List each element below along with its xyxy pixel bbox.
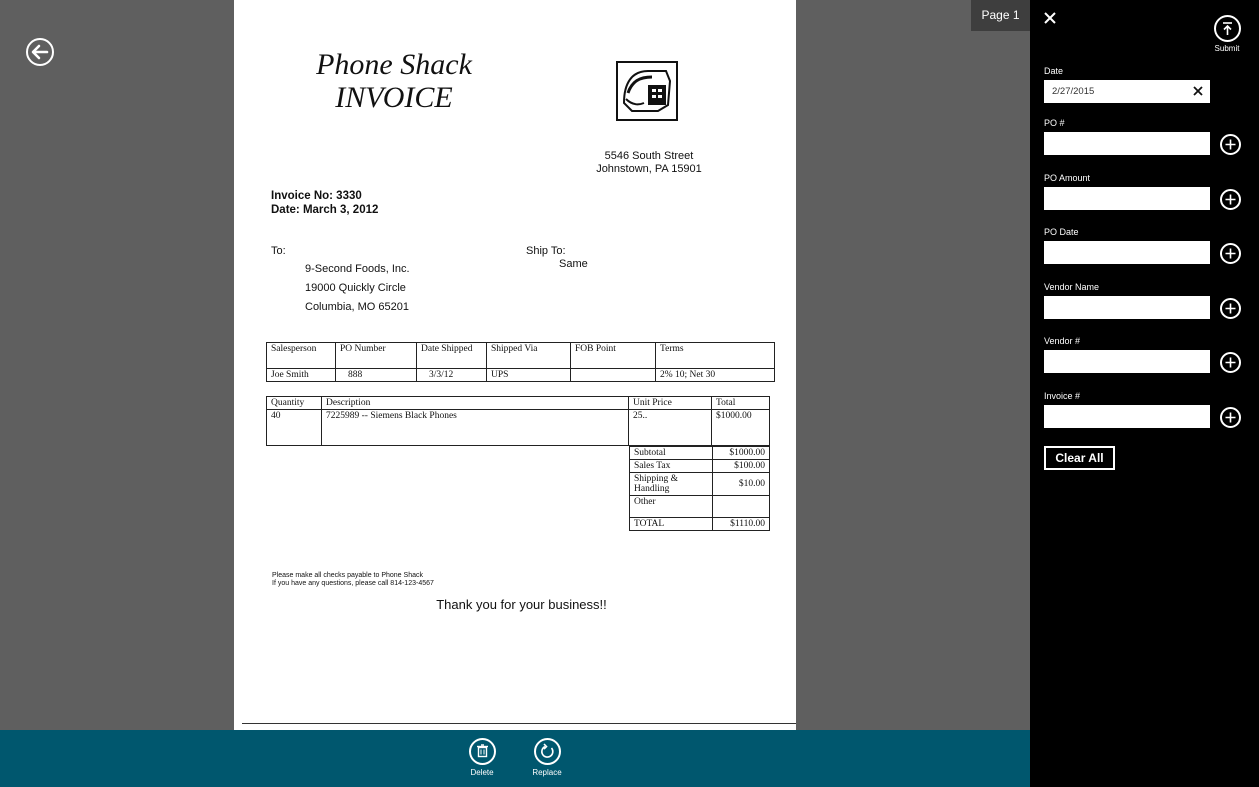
to-line: 19000 Quickly Circle <box>305 282 406 294</box>
bottom-app-bar <box>0 730 1030 787</box>
items-header-cell: Unit Price <box>629 397 712 410</box>
add-po-date-button[interactable] <box>1220 243 1241 264</box>
items-header-cell: Description <box>322 397 629 410</box>
totals-label: Other <box>630 496 713 518</box>
close-button[interactable] <box>1042 10 1058 26</box>
plus-icon <box>1222 136 1239 153</box>
plus-icon <box>1222 354 1239 371</box>
add-vendor-number-button[interactable] <box>1220 352 1241 373</box>
add-po-amount-button[interactable] <box>1220 189 1241 210</box>
po-amount-label: PO Amount <box>1044 173 1091 183</box>
vendor-name-label: Vendor Name <box>1044 282 1100 292</box>
ship-to-label: Ship To: <box>526 245 566 257</box>
submit-button[interactable] <box>1208 15 1246 53</box>
totals-table <box>629 446 770 531</box>
add-po-number-button[interactable] <box>1220 134 1241 155</box>
order-table-header <box>267 343 775 369</box>
order-cell <box>571 369 656 382</box>
items-table <box>266 396 770 446</box>
invoice-number-field[interactable] <box>1044 405 1210 428</box>
po-date-field[interactable] <box>1044 241 1210 264</box>
invoice-number: Invoice No: 3330 <box>271 190 362 202</box>
totals-value: $1110.00 <box>713 518 770 531</box>
po-amount-field[interactable] <box>1044 187 1210 210</box>
totals-label: Sales Tax <box>630 460 713 473</box>
add-vendor-name-button[interactable] <box>1220 298 1241 319</box>
to-line: Columbia, MO 65201 <box>305 301 409 313</box>
items-header-cell: Quantity <box>267 397 322 410</box>
to-label: To: <box>271 245 286 257</box>
totals-label: Subtotal <box>630 447 713 460</box>
order-header-cell: FOB Point <box>571 343 656 369</box>
invoice-date: Date: March 3, 2012 <box>271 204 379 216</box>
order-header-cell: Date Shipped <box>417 343 487 369</box>
payment-notes <box>272 572 434 588</box>
totals-row <box>630 473 770 496</box>
order-header-cell: Salesperson <box>267 343 336 369</box>
order-table-row <box>267 369 775 382</box>
items-cell: $1000.00 <box>712 410 770 446</box>
order-header-cell: PO Number <box>336 343 417 369</box>
back-arrow-icon <box>28 40 52 64</box>
note-line: Please make all checks payable to Phone Shack <box>272 572 423 579</box>
page-indicator: Page 1 <box>971 0 1030 31</box>
replace-label: Replace <box>532 768 562 777</box>
page-bottom-rule <box>242 723 796 724</box>
totals-row <box>630 496 770 518</box>
totals-value: $100.00 <box>713 460 770 473</box>
delete-icon <box>469 738 496 765</box>
back-button[interactable] <box>26 38 54 66</box>
plus-icon <box>1222 409 1239 426</box>
invoice-fields-panel <box>1030 0 1259 787</box>
items-cell: 40 <box>267 410 322 446</box>
clear-all-button[interactable]: Clear All <box>1044 446 1115 470</box>
phone-logo-icon <box>616 61 678 121</box>
date-field[interactable] <box>1044 80 1210 103</box>
vendor-name-field[interactable] <box>1044 296 1210 319</box>
totals-row <box>630 460 770 473</box>
po-number-label: PO # <box>1044 118 1065 128</box>
replace-button[interactable] <box>517 738 577 777</box>
close-icon <box>1042 10 1058 26</box>
company-address-line1: 5546 South Street <box>604 150 694 162</box>
order-cell: 3/3/12 <box>417 369 487 382</box>
submit-icon <box>1214 15 1241 42</box>
plus-icon <box>1222 191 1239 208</box>
add-invoice-number-button[interactable] <box>1220 407 1241 428</box>
order-cell: 2% 10; Net 30 <box>656 369 775 382</box>
ship-to-value: Same <box>559 258 588 270</box>
company-address-line2: Johnstown, PA 15901 <box>596 163 702 175</box>
order-header-cell: Shipped Via <box>487 343 571 369</box>
items-cell: 7225989 -- Siemens Black Phones <box>322 410 629 446</box>
invoice-number-label: Invoice # <box>1044 391 1081 401</box>
invoice-title: INVOICE <box>335 81 453 114</box>
close-icon <box>1192 85 1204 97</box>
items-table-row <box>267 410 770 446</box>
order-cell: UPS <box>487 369 571 382</box>
totals-value: $10.00 <box>713 473 770 496</box>
totals-label: TOTAL <box>630 518 713 531</box>
vendor-number-field[interactable] <box>1044 350 1210 373</box>
date-label: Date <box>1044 66 1064 76</box>
totals-label: Shipping & Handling <box>630 473 713 496</box>
to-line: 9-Second Foods, Inc. <box>305 263 410 275</box>
delete-label: Delete <box>470 768 494 777</box>
totals-row <box>630 518 770 531</box>
order-header-cell: Terms <box>656 343 775 369</box>
po-date-label: PO Date <box>1044 227 1079 237</box>
note-line: If you have any questions, please call 814-123-4567 <box>272 580 434 587</box>
order-cell: Joe Smith <box>267 369 336 382</box>
vendor-number-label: Vendor # <box>1044 336 1081 346</box>
thank-you-text: Thank you for your business!! <box>436 597 607 612</box>
submit-label: Submit <box>1214 44 1240 53</box>
items-table-header <box>267 397 770 410</box>
totals-value: $1000.00 <box>713 447 770 460</box>
order-cell: 888 <box>336 369 417 382</box>
items-header-cell: Total <box>712 397 770 410</box>
plus-icon <box>1222 245 1239 262</box>
invoice-page <box>234 0 796 730</box>
company-name: Phone Shack <box>316 48 472 81</box>
delete-button[interactable] <box>452 738 512 777</box>
plus-icon <box>1222 300 1239 317</box>
items-cell: 25.. <box>629 410 712 446</box>
replace-icon <box>534 738 561 765</box>
totals-row <box>630 447 770 460</box>
clear-date-button[interactable] <box>1192 84 1204 96</box>
po-number-field[interactable] <box>1044 132 1210 155</box>
order-table <box>266 342 775 382</box>
totals-value <box>713 496 770 518</box>
